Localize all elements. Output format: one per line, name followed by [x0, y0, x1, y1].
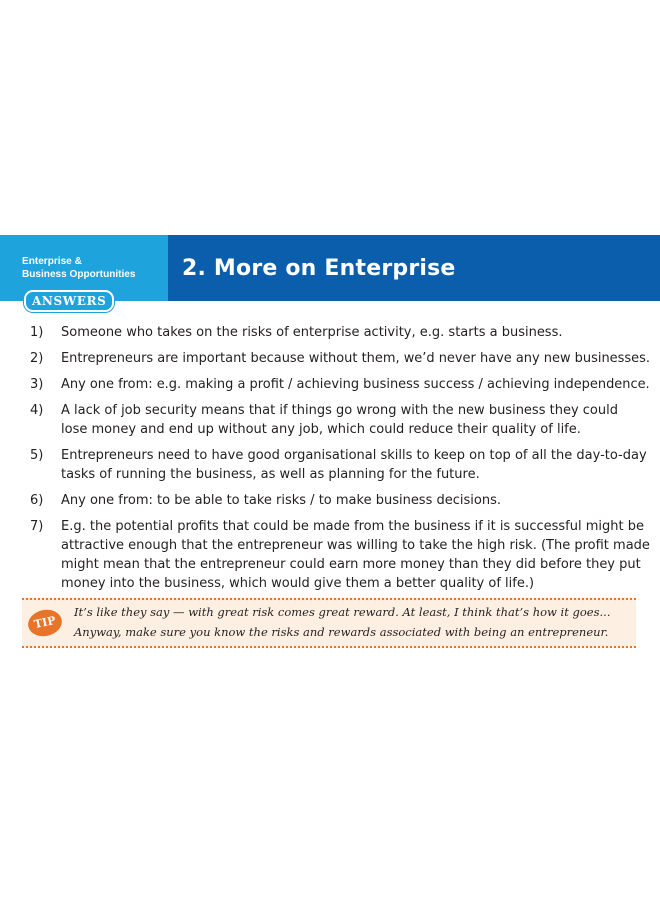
answer-number: 2) — [30, 351, 44, 366]
answer-text — [61, 491, 650, 510]
tip-line-1: It’s like they say — with great risk comes great reward. At least, I think that’s how it goes... — [74, 605, 611, 619]
answer-line: lose money and end up without any job, which could reduce their quality of life. — [61, 422, 581, 437]
answer-item — [30, 375, 650, 394]
tip-text — [74, 602, 610, 642]
section-label-line-2: Business Opportunities — [22, 269, 136, 280]
answer-item — [30, 491, 650, 510]
answer-line: E.g. the potential profits that could be made from the business if it is successful might be — [61, 519, 644, 534]
answer-number: 5) — [30, 448, 44, 463]
answer-text — [61, 323, 650, 342]
answer-list — [30, 323, 650, 600]
answer-item — [30, 401, 650, 439]
answer-number: 7) — [30, 519, 44, 534]
section-label-line-1: Enterprise & — [22, 256, 82, 267]
answer-line: Any one from: e.g. making a profit / achieving business success / achieving independence. — [61, 377, 650, 392]
answer-number: 3) — [30, 377, 44, 392]
answer-item — [30, 323, 650, 342]
answer-line: Any one from: to be able to take risks / to make business decisions. — [61, 493, 501, 508]
answer-line: tasks of running the business, as well as planning for the future. — [61, 467, 480, 482]
answer-line: might mean that the entrepreneur could earn more money than they did before they put — [61, 557, 641, 572]
answer-line: Entrepreneurs are important because without them, we’d never have any new businesses. — [61, 351, 650, 366]
section-label — [22, 255, 168, 281]
answer-text — [61, 517, 650, 593]
answer-line: Someone who takes on the risks of enterprise activity, e.g. starts a business. — [61, 325, 563, 340]
answer-line: attractive enough that the entrepreneur was willing to take the high risk. (The profit made — [61, 538, 650, 553]
tip-badge — [26, 607, 65, 640]
answers-badge: ANSWERS — [24, 290, 114, 312]
answer-item — [30, 446, 650, 484]
answer-text — [61, 401, 650, 439]
tip-line-2: Anyway, make sure you know the risks and rewards associated with being an entrepreneur. — [74, 625, 609, 639]
tip-box — [22, 598, 636, 648]
answer-line: money into the business, which would give them a better quality of life.) — [61, 576, 535, 591]
answer-number: 6) — [30, 493, 44, 508]
answer-text — [61, 446, 650, 484]
answer-number: 4) — [30, 403, 44, 418]
answer-line: Entrepreneurs need to have good organisational skills to keep on top of all the day-to-day — [61, 448, 647, 463]
page-title: 2. More on Enterprise — [182, 256, 456, 281]
answer-text — [61, 375, 650, 394]
tip-badge-label: TIP — [32, 613, 57, 632]
answer-item — [30, 517, 650, 593]
answer-line: A lack of job security means that if things go wrong with the new business they could — [61, 403, 618, 418]
answer-text — [61, 349, 650, 368]
answer-item — [30, 349, 650, 368]
answer-number: 1) — [30, 325, 44, 340]
